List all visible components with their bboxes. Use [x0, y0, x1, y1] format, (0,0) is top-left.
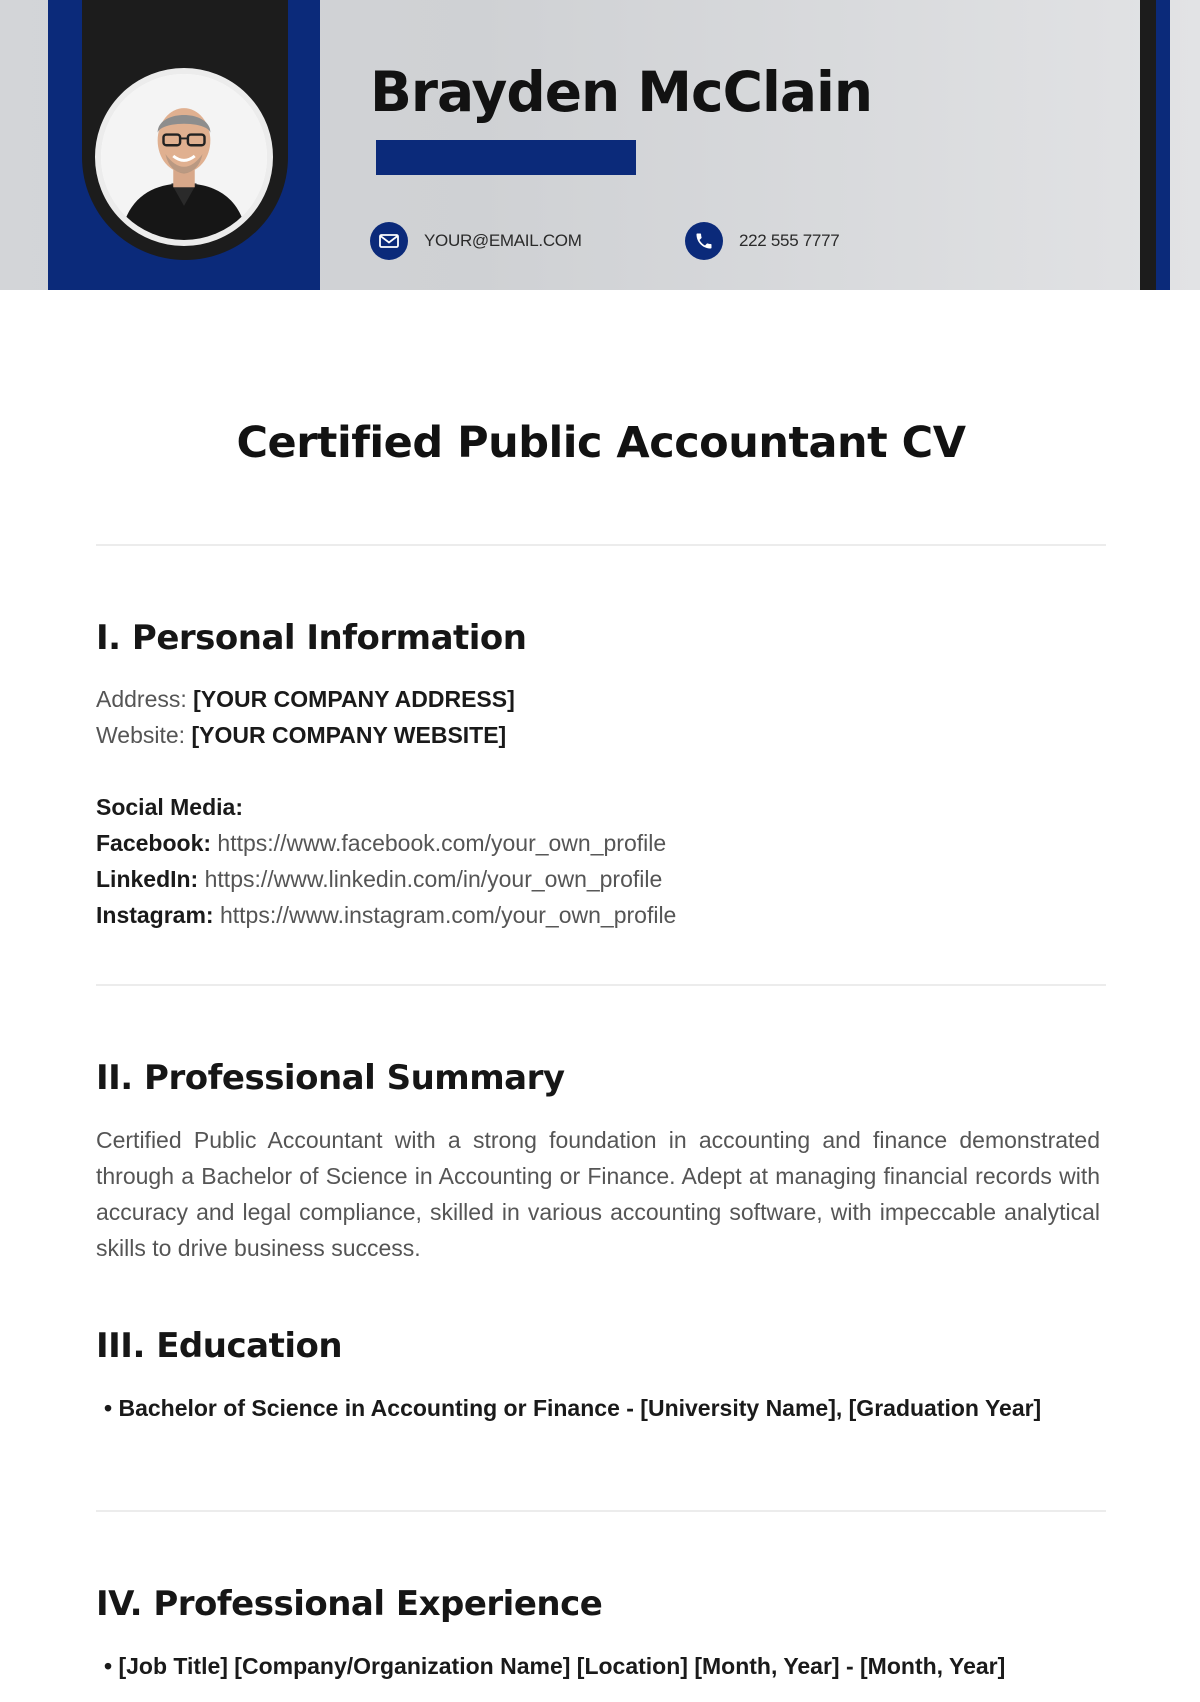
- header-stripe-blue: [1156, 0, 1170, 290]
- phone-text: 222 555 7777: [739, 231, 840, 250]
- facebook-link[interactable]: https://www.facebook.com/your_own_profile: [217, 830, 667, 856]
- linkedin-link[interactable]: https://www.linkedin.com/in/your_own_profile: [204, 866, 663, 892]
- social-media-heading: Social Media:: [96, 794, 243, 820]
- linkedin-label: LinkedIn:: [96, 866, 199, 892]
- instagram-label: Instagram:: [96, 902, 214, 928]
- section-divider: [96, 1510, 1106, 1512]
- education-item: • Bachelor of Science in Accounting or Finance - [University Name], [Graduation Year]: [104, 1395, 1042, 1421]
- address-line: [96, 686, 515, 713]
- email-contact[interactable]: [370, 222, 582, 260]
- document-title: Certified Public Accountant CV: [236, 418, 966, 468]
- email-text: YOUR@EMAIL.COM: [424, 231, 582, 250]
- facebook-line: [96, 830, 666, 857]
- facebook-label: Facebook:: [96, 830, 212, 856]
- personal-info-heading: I. Personal Information: [96, 618, 527, 658]
- section-divider: [96, 984, 1106, 986]
- profile-header: [0, 0, 1200, 290]
- linkedin-line: [96, 866, 662, 893]
- phone-icon: [685, 222, 723, 260]
- phone-contact[interactable]: [685, 222, 839, 260]
- name-accent-bar: [376, 140, 636, 175]
- address-value: [YOUR COMPANY ADDRESS]: [193, 686, 515, 712]
- instagram-line: [96, 902, 676, 929]
- education-heading: III. Education: [96, 1326, 343, 1366]
- candidate-name: Brayden McClain: [370, 60, 872, 124]
- experience-heading: IV. Professional Experience: [96, 1584, 603, 1624]
- experience-item: • [Job Title] [Company/Organization Name] [Location] [Month, Year] - [Month, Year]: [104, 1653, 1006, 1679]
- instagram-link[interactable]: https://www.instagram.com/your_own_profile: [219, 902, 677, 928]
- email-icon: [370, 222, 408, 260]
- website-label: Website:: [96, 722, 186, 748]
- header-stripe-dark: [1140, 0, 1156, 290]
- website-line: [96, 722, 506, 749]
- summary-text: Certified Public Accountant with a strong foundation in accounting and finance demonstrated through a Bachelor of Science in Accounting or Finance. Adept at managing financial records with accuracy and legal compliance, skilled in various accounting software, with impeccable analytical skills to drive business success.: [96, 1127, 1100, 1261]
- website-value: [YOUR COMPANY WEBSITE]: [191, 722, 507, 748]
- section-divider: [96, 544, 1106, 546]
- avatar-portrait-icon: [101, 74, 267, 240]
- address-label: Address:: [96, 686, 187, 712]
- summary-heading: II. Professional Summary: [96, 1058, 565, 1098]
- avatar: [95, 68, 273, 246]
